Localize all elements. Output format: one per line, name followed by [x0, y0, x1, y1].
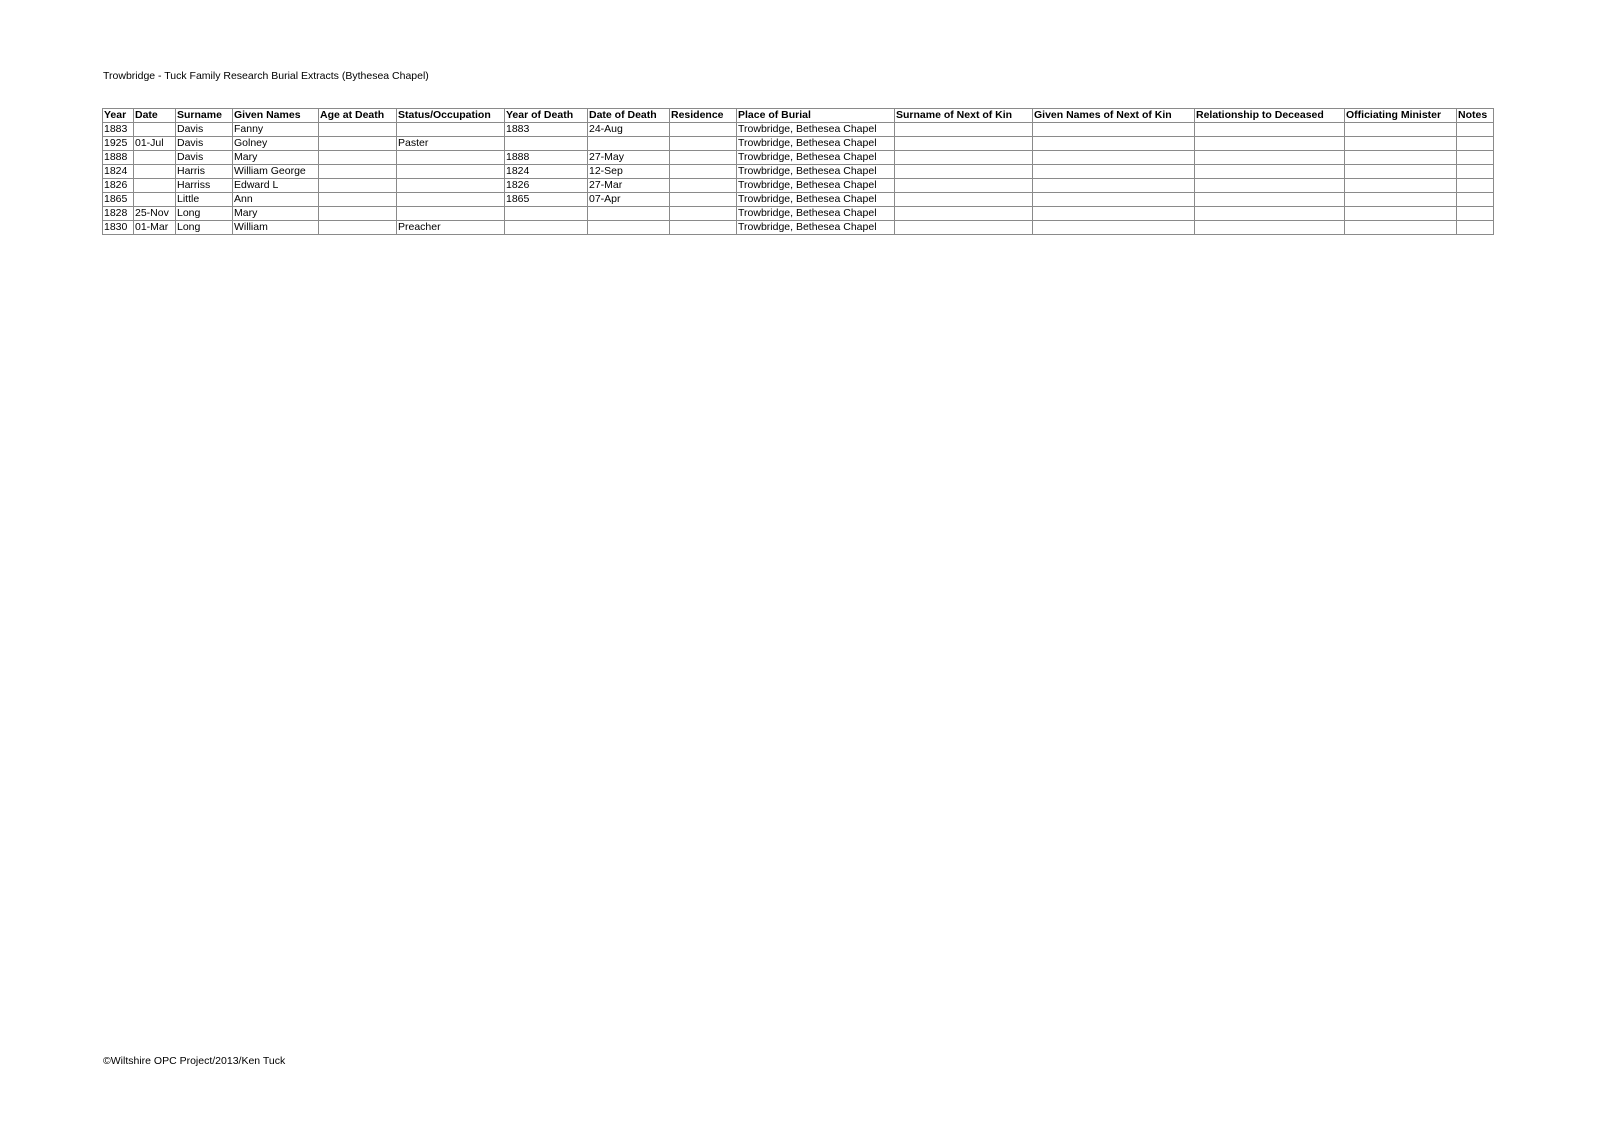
table-cell: Fanny: [233, 123, 319, 137]
column-header: Year of Death: [505, 109, 588, 123]
table-cell: 25-Nov: [134, 207, 176, 221]
column-header: Notes: [1457, 109, 1494, 123]
column-header: Relationship to Deceased: [1195, 109, 1345, 123]
table-cell: [895, 193, 1033, 207]
table-cell: William: [233, 221, 319, 235]
table-cell: [1195, 221, 1345, 235]
table-cell: Trowbridge, Bethesea Chapel: [737, 151, 895, 165]
table-cell: Ann: [233, 193, 319, 207]
table-cell: [1195, 137, 1345, 151]
table-row: [103, 221, 1494, 235]
table-cell: 27-May: [588, 151, 670, 165]
table-cell: [1345, 165, 1457, 179]
table-cell: [588, 221, 670, 235]
table-cell: [670, 193, 737, 207]
table-cell: 1925: [103, 137, 134, 151]
table-cell: [397, 207, 505, 221]
table-header-row: [103, 109, 1494, 123]
table-row: [103, 207, 1494, 221]
table-cell: 1865: [103, 193, 134, 207]
table-cell: Trowbridge, Bethesea Chapel: [737, 193, 895, 207]
table-cell: 1828: [103, 207, 134, 221]
column-header: Given Names: [233, 109, 319, 123]
table-cell: [134, 151, 176, 165]
table-cell: [1195, 165, 1345, 179]
table-cell: [1033, 137, 1195, 151]
table-cell: [319, 193, 397, 207]
table-cell: 27-Mar: [588, 179, 670, 193]
table-cell: Trowbridge, Bethesea Chapel: [737, 207, 895, 221]
table-cell: [319, 151, 397, 165]
column-header: Surname of Next of Kin: [895, 109, 1033, 123]
table-row: [103, 151, 1494, 165]
table-cell: [1033, 207, 1195, 221]
table-cell: Long: [176, 221, 233, 235]
table-cell: [319, 137, 397, 151]
table-cell: [1195, 151, 1345, 165]
table-cell: Edward L: [233, 179, 319, 193]
table-cell: [670, 137, 737, 151]
table-cell: 01-Mar: [134, 221, 176, 235]
table-cell: [1457, 137, 1494, 151]
table-cell: Mary: [233, 207, 319, 221]
table-cell: Harris: [176, 165, 233, 179]
table-cell: [1033, 179, 1195, 193]
column-header: Date of Death: [588, 109, 670, 123]
table-cell: [1457, 151, 1494, 165]
table-cell: Davis: [176, 123, 233, 137]
table-cell: [134, 193, 176, 207]
table-cell: [134, 165, 176, 179]
table-cell: Mary: [233, 151, 319, 165]
table-cell: [895, 179, 1033, 193]
table-cell: [1195, 179, 1345, 193]
table-cell: [1033, 123, 1195, 137]
table-cell: 1824: [505, 165, 588, 179]
column-header: Age at Death: [319, 109, 397, 123]
table-cell: 1883: [103, 123, 134, 137]
document-title: Trowbridge - Tuck Family Research Burial Extracts (Bythesea Chapel): [103, 70, 429, 82]
table-cell: [1345, 151, 1457, 165]
table-cell: [670, 221, 737, 235]
table-cell: [134, 123, 176, 137]
table-cell: 1883: [505, 123, 588, 137]
table-cell: Trowbridge, Bethesea Chapel: [737, 165, 895, 179]
column-header: Officiating Minister: [1345, 109, 1457, 123]
column-header: Status/Occupation: [397, 109, 505, 123]
table-cell: [1345, 123, 1457, 137]
table-cell: [397, 165, 505, 179]
table-cell: Golney: [233, 137, 319, 151]
table-cell: 24-Aug: [588, 123, 670, 137]
table-cell: Trowbridge, Bethesea Chapel: [737, 221, 895, 235]
table-cell: [505, 207, 588, 221]
table-cell: [319, 221, 397, 235]
table-cell: [588, 137, 670, 151]
copyright-footer: ©Wiltshire OPC Project/2013/Ken Tuck: [103, 1055, 286, 1067]
table-cell: [319, 207, 397, 221]
table-cell: [319, 123, 397, 137]
table-cell: [895, 123, 1033, 137]
table-cell: [1457, 207, 1494, 221]
table-cell: [505, 137, 588, 151]
table-cell: [895, 221, 1033, 235]
table-cell: 01-Jul: [134, 137, 176, 151]
table-cell: 1826: [505, 179, 588, 193]
table-row: [103, 179, 1494, 193]
table-row: [103, 137, 1494, 151]
table-cell: [1033, 193, 1195, 207]
table-cell: [670, 179, 737, 193]
table-cell: 12-Sep: [588, 165, 670, 179]
table-cell: [505, 221, 588, 235]
table-cell: [134, 179, 176, 193]
table-cell: Trowbridge, Bethesea Chapel: [737, 137, 895, 151]
table-cell: [670, 151, 737, 165]
table-cell: [397, 193, 505, 207]
table-row: [103, 123, 1494, 137]
column-header: Year: [103, 109, 134, 123]
table-cell: [1345, 193, 1457, 207]
table-cell: [1457, 179, 1494, 193]
table-cell: [1033, 165, 1195, 179]
table-cell: [588, 207, 670, 221]
table-cell: 1824: [103, 165, 134, 179]
table-cell: [1195, 123, 1345, 137]
table-cell: [670, 123, 737, 137]
column-header: Date: [134, 109, 176, 123]
table-cell: [1345, 137, 1457, 151]
table-cell: [895, 165, 1033, 179]
table-cell: [1195, 193, 1345, 207]
table-cell: Little: [176, 193, 233, 207]
table-cell: Davis: [176, 151, 233, 165]
table-cell: William George: [233, 165, 319, 179]
table-cell: Trowbridge, Bethesea Chapel: [737, 123, 895, 137]
table-cell: Harriss: [176, 179, 233, 193]
table-cell: [1345, 221, 1457, 235]
table-cell: [1457, 193, 1494, 207]
table-cell: Preacher: [397, 221, 505, 235]
table-cell: [670, 165, 737, 179]
table-cell: [1457, 221, 1494, 235]
table-cell: Trowbridge, Bethesea Chapel: [737, 179, 895, 193]
table-cell: [397, 123, 505, 137]
table-cell: [670, 207, 737, 221]
table-cell: 1826: [103, 179, 134, 193]
burial-extracts-table: [102, 108, 1494, 235]
table-cell: Long: [176, 207, 233, 221]
table-cell: [1457, 123, 1494, 137]
table-cell: [895, 151, 1033, 165]
table-row: [103, 193, 1494, 207]
table-cell: [1033, 221, 1195, 235]
table-cell: [1195, 207, 1345, 221]
table-cell: [895, 207, 1033, 221]
column-header: Surname: [176, 109, 233, 123]
table-cell: 1888: [505, 151, 588, 165]
table-cell: [319, 165, 397, 179]
table-cell: [397, 151, 505, 165]
table-cell: 07-Apr: [588, 193, 670, 207]
column-header: Place of Burial: [737, 109, 895, 123]
table-cell: [1457, 165, 1494, 179]
table-cell: Paster: [397, 137, 505, 151]
table-cell: [895, 137, 1033, 151]
table-cell: [1345, 179, 1457, 193]
table-cell: 1830: [103, 221, 134, 235]
table-cell: 1865: [505, 193, 588, 207]
table-row: [103, 165, 1494, 179]
table-cell: [319, 179, 397, 193]
column-header: Residence: [670, 109, 737, 123]
table-cell: 1888: [103, 151, 134, 165]
table-cell: Davis: [176, 137, 233, 151]
table-cell: [1033, 151, 1195, 165]
table-cell: [397, 179, 505, 193]
column-header: Given Names of Next of Kin: [1033, 109, 1195, 123]
table-cell: [1345, 207, 1457, 221]
